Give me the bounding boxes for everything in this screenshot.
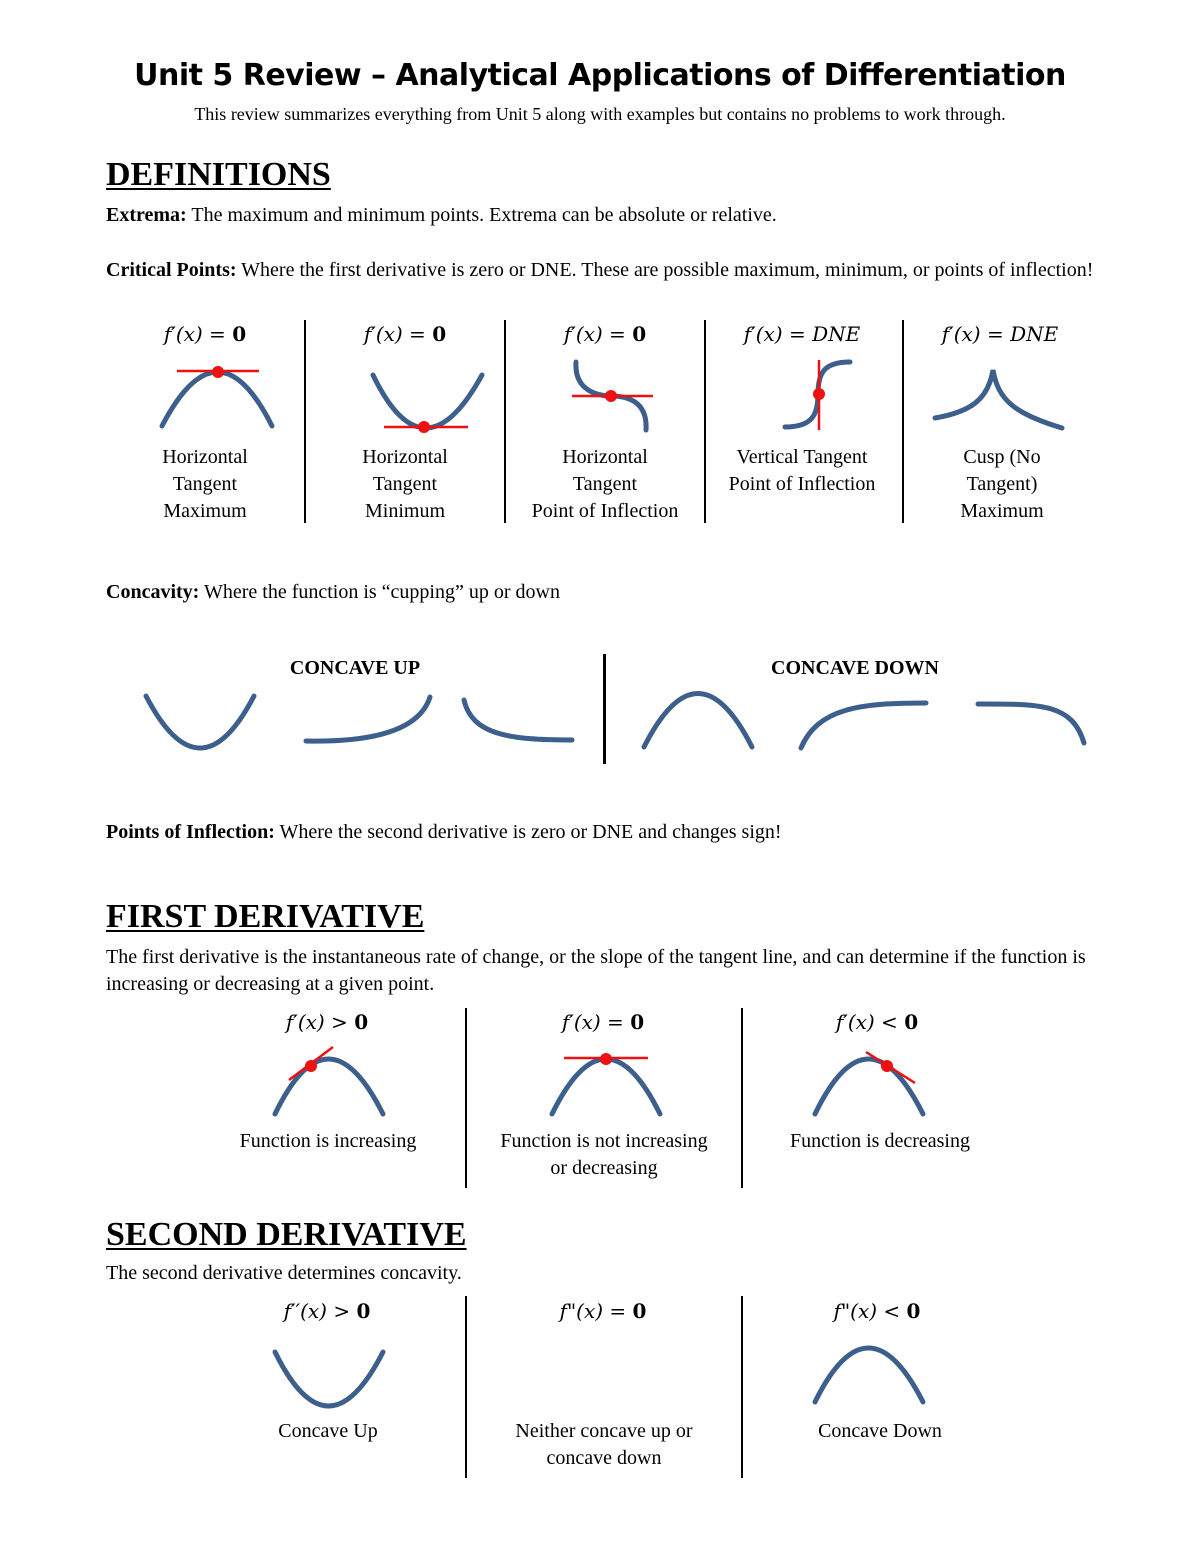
critical-caption-1: Horizontal Tangent Maximum — [162, 446, 248, 522]
second-caption-1: Concave Up — [278, 1420, 378, 1442]
second-derivative-text: The second derivative determines concavity. — [106, 1262, 462, 1284]
first-formula-2: f′(x) = 0 — [561, 1010, 645, 1034]
critical-caption-2: Horizontal Tangent Minimum — [362, 446, 448, 522]
first-caption-3: Function is decreasing — [790, 1130, 970, 1152]
inflection-text: Where the second derivative is zero or DNE and changes sign! — [274, 821, 782, 843]
first-caption-2: Function is not increasing or decreasing — [500, 1130, 708, 1179]
critical-formula-5: f′(x) = DNE — [941, 322, 1059, 346]
second-caption-3: Concave Down — [818, 1420, 942, 1442]
critical-term: Critical Points: — [106, 259, 237, 281]
first-derivative-heading: FIRST DERIVATIVE — [106, 898, 425, 935]
critical-text: Where the first derivative is zero or DNE. These are possible maximum, minimum, or points of inflection! — [236, 259, 1094, 281]
concavity-text: Where the function is “cupping” up or down — [199, 581, 560, 603]
definitions-heading: DEFINITIONS — [106, 156, 331, 193]
extrema-text: The maximum and minimum points. Extrema can be absolute or relative. — [186, 204, 777, 226]
concavity-term: Concavity: — [106, 581, 200, 603]
critical-caption-5: Cusp (No Tangent) Maximum — [960, 446, 1044, 522]
second-formula-1: f′′(x) > 0 — [283, 1299, 371, 1323]
first-formula-3: f′(x) < 0 — [835, 1010, 919, 1034]
concave-up-label: CONCAVE UP — [289, 657, 421, 679]
critical-caption-4: Vertical Tangent Point of Inflection — [728, 446, 876, 495]
concave-up-example-graph — [275, 1352, 383, 1406]
second-formula-2: f"(x) = 0 — [559, 1299, 647, 1323]
second-formula-3: f"(x) < 0 — [833, 1299, 921, 1323]
critical-formula-4: f′(x) = DNE — [743, 322, 861, 346]
second-derivative-heading: SECOND DERIVATIVE — [106, 1216, 467, 1253]
inflection-term: Points of Inflection: — [106, 821, 275, 843]
first-formula-1: f′(x) > 0 — [285, 1010, 369, 1034]
page-title: Unit 5 Review – Analytical Applications of Differentiation — [134, 58, 1066, 93]
critical-formula-3: f′(x) = 0 — [563, 322, 647, 346]
second-caption-2: Neither concave up or concave down — [515, 1420, 693, 1469]
critical-caption-3: Horizontal Tangent Point of Inflection — [531, 446, 679, 522]
concave-down-label: CONCAVE DOWN — [771, 657, 939, 679]
concave-down-example-graph — [815, 1348, 923, 1402]
page-subtitle: This review summarizes everything from Unit 5 along with examples but contains no problems to work through. — [194, 104, 1006, 124]
first-derivative-text: The first derivative is the instantaneous rate of change, or the slope of the tangent line, and can determine if the function is increasing or decreasing at a given point. — [106, 946, 1086, 995]
critical-formula-1: f′(x) = 0 — [163, 322, 247, 346]
critical-formula-2: f′(x) = 0 — [363, 322, 447, 346]
first-caption-1: Function is increasing — [239, 1130, 417, 1152]
extrema-term: Extrema: — [106, 204, 187, 226]
